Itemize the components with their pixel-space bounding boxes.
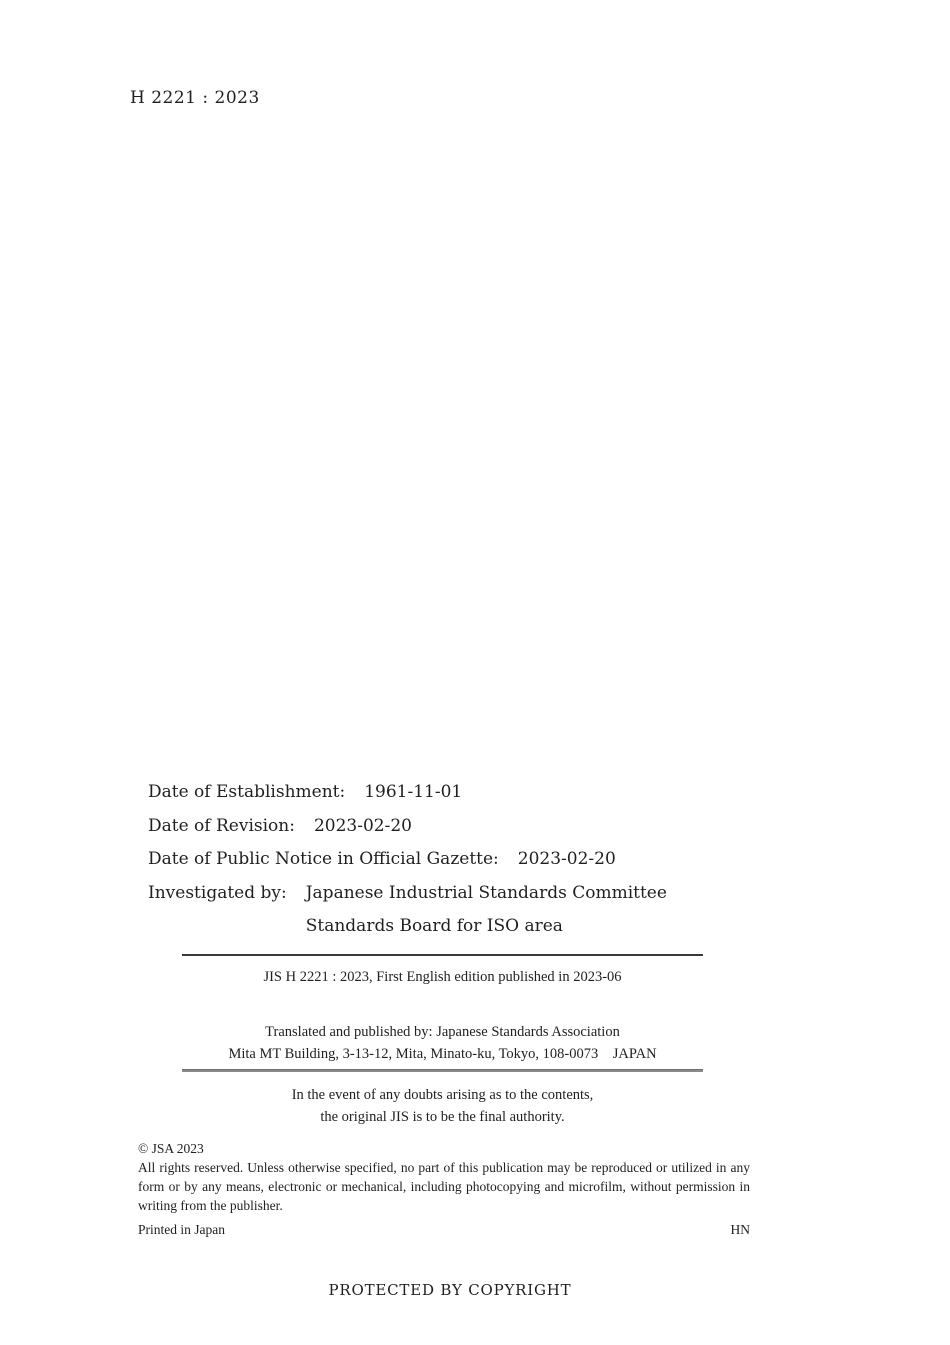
- date-value: 2023-02-20: [517, 849, 616, 869]
- publisher-address-line: Mita MT Building, 3-13-12, Mita, Minato-ku, Tokyo, 108-0073 JAPAN: [228, 1046, 657, 1062]
- printed-in-japan-label: Printed in Japan: [138, 1222, 225, 1237]
- copyright-notice: All rights reserved. Unless otherwise specified, no part of this publication may be reproduced or utilized in any form or by any means, electronic or mechanical, including photocopying and microfilm, without permission in writing from the publisher.: [138, 1160, 750, 1213]
- doubts-line-1: In the event of any doubts arising as to the contents,: [291, 1087, 594, 1103]
- copyright-block: [138, 1139, 750, 1215]
- bottom-horizontal-rule: [182, 1069, 703, 1072]
- investigated-by-line-2: Standards Board for ISO area: [305, 916, 563, 936]
- doubts-line-2: the original JIS is to be the final authority.: [320, 1108, 565, 1125]
- date-of-revision-row: [148, 810, 667, 844]
- date-value: 1961-11-01: [364, 782, 463, 802]
- doubts-statement: [135, 1085, 750, 1128]
- publisher-block: [135, 1021, 750, 1065]
- investigated-by-values: [306, 877, 667, 944]
- press-code: HN: [730, 1222, 750, 1237]
- protected-by-copyright-label: PROTECTED BY COPYRIGHT: [328, 1281, 572, 1299]
- standard-number-header: H 2221 : 2023: [130, 88, 260, 108]
- investigated-by-line-1: Japanese Industrial Standards Committee: [305, 882, 667, 903]
- publisher-line: Translated and published by: Japanese Standards Association: [265, 1024, 620, 1040]
- edition-line: JIS H 2221 : 2023, First English edition published in 2023-06: [263, 969, 622, 985]
- printed-row: [138, 1222, 750, 1238]
- top-horizontal-rule: [182, 954, 703, 956]
- date-of-establishment-row: [148, 776, 667, 810]
- date-label: Date of Revision:: [148, 815, 295, 836]
- copyright-symbol-line: © JSA 2023: [138, 1141, 204, 1156]
- date-label: Date of Establishment:: [148, 782, 346, 802]
- date-label: Date of Public Notice in Official Gazette:: [148, 849, 499, 869]
- date-label: Investigated by:: [148, 882, 287, 903]
- public-notice-row: [148, 843, 667, 877]
- investigated-by-row: [148, 877, 667, 944]
- date-value: 2023-02-20: [313, 815, 412, 836]
- metadata-block: [148, 776, 667, 944]
